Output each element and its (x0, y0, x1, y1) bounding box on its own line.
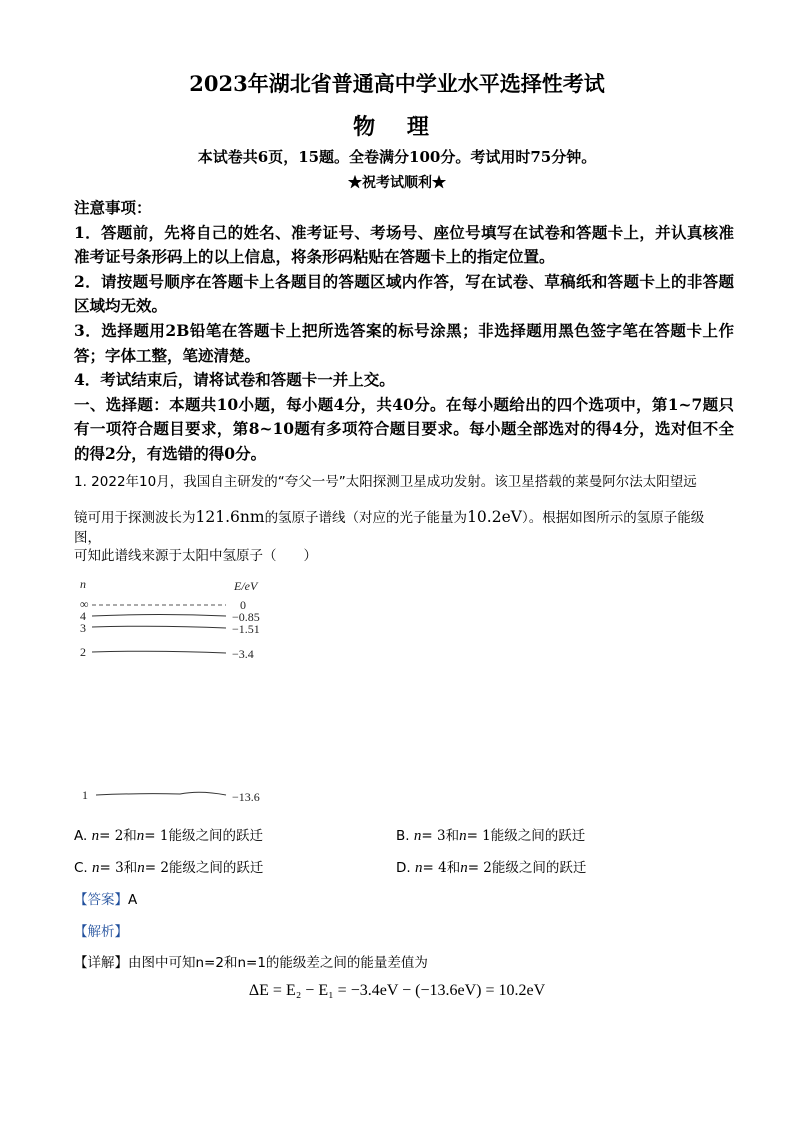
exam-title: 2023年湖北省普通高中学业水平选择性考试 (189, 71, 605, 96)
var-n: n (413, 828, 422, 844)
exam-info: 本试卷共6页，15题。全卷满分100分。考试用时75分钟。 (197, 148, 597, 166)
option-text: 能级之间的跃迁 (168, 828, 263, 844)
level-line (92, 615, 226, 617)
level-line (96, 792, 226, 795)
note-item: 2．请按题号顺序在答题卡上各题目的答题区域内作答，写在试卷、草稿纸和答题卡上的非答题区域均无效。 (74, 271, 734, 316)
level-energy-label: 0 (240, 598, 246, 612)
option-letter: B. (396, 828, 410, 844)
and-text: 和 (445, 828, 460, 844)
and-text: 和 (446, 860, 461, 876)
option-d[interactable] (396, 856, 586, 877)
level-line (92, 626, 226, 628)
eq-value: = 2 (99, 828, 124, 844)
notes-heading: 注意事项： (74, 198, 152, 217)
level-n-label: ∞ (80, 597, 89, 611)
q1-text-b: 的氢原子谱线（对应的光子能量为 (264, 510, 468, 526)
level-n-label: 4 (80, 609, 86, 623)
var-n: n (414, 860, 423, 876)
analysis-line (74, 920, 128, 940)
var-n: n (92, 860, 100, 876)
level-energy-label: −0.85 (232, 610, 260, 624)
question-1-line-2 (74, 506, 724, 546)
energy-formula: ΔE = E₂ − E₁ = −3.4eV − (−13.6eV) = 10.2eV (248, 982, 546, 999)
energy-value: 10.2eV (467, 508, 522, 526)
question-1-line-1: 1. 2022年10月，我国自主研发的“夸父一号”太阳探测卫星成功发射。该卫星搭载的莱曼阿尔法太阳望远 (74, 474, 697, 490)
answer-line (74, 888, 137, 908)
good-luck-line: ★祝考试顺利★ (348, 175, 446, 191)
question-1-line-3: 可知此谱线来源于太阳中氢原子（ ） (74, 548, 317, 564)
detail-text: 由图中可知n=2和n=1的能级差之间的能量差值为 (128, 955, 428, 971)
eq-value: = 3 (421, 828, 446, 844)
option-text: 能级之间的跃迁 (490, 828, 586, 844)
var-n: n (459, 828, 467, 844)
level-energy-label: −1.51 (232, 622, 260, 636)
notes-section (74, 196, 734, 467)
energy-axis-label: E/eV (234, 579, 258, 593)
and-text: 和 (123, 860, 138, 876)
n-axis-label: n (80, 577, 86, 591)
level-line (92, 651, 226, 653)
level-n-label: 3 (80, 621, 86, 635)
option-b[interactable] (396, 824, 585, 845)
level-energy-label: −13.6 (232, 790, 260, 804)
eq-value: = 2 (467, 860, 492, 876)
level-energy-label: −3.4 (232, 647, 254, 661)
q1-text-a: 镜可用于探测波长为 (74, 510, 196, 526)
note-item: 3．选择题用2B铅笔在答题卡上把所选答案的标号涂黑；非选择题用黑色签字笔在答题卡上作答；字体工整，笔迹清楚。 (74, 320, 734, 365)
wavelength-value: 121.6nm (195, 508, 265, 526)
note-item: 1．答题前，先将自己的姓名、准考证号、考场号、座位号填写在试卷和答题卡上，并认真核准准考证号条形码上的以上信息，将条形码粘贴在答题卡上的指定位置。 (74, 222, 734, 267)
option-text: 能级之间的跃迁 (491, 860, 587, 876)
eq-value: = 2 (144, 860, 169, 876)
detail-line (74, 951, 428, 971)
eq-value: = 3 (99, 860, 124, 876)
answer-value: A (128, 892, 138, 908)
eq-value: = 4 (422, 860, 447, 876)
note-item: 4．考试结束后，请将试卷和答题卡一并上交。 (74, 370, 395, 390)
var-n: n (460, 860, 468, 876)
option-letter: D. (396, 860, 411, 876)
analysis-tag: 【解析】 (74, 924, 128, 940)
answer-tag: 【答案】 (74, 892, 128, 908)
level-n-label: 1 (82, 788, 88, 802)
option-c[interactable] (74, 856, 263, 877)
eq-value: = 1 (144, 828, 169, 844)
detail-tag: 【详解】 (74, 955, 128, 971)
eq-value: = 1 (466, 828, 491, 844)
subject-title: 物 理 (353, 114, 441, 140)
option-a[interactable] (74, 824, 263, 845)
var-n: n (137, 860, 145, 876)
section-heading: 一、选择题：本题共10小题，每小题4分，共40分。在每小题给出的四个选项中，第1~7题只有一项符合题目要求，第8~10题有多项符合题目要求。每小题全部选对的得4分，选对但不全的得2分，有选错的得0分。 (74, 394, 734, 463)
var-n: n (136, 828, 145, 844)
energy-level-diagram (70, 572, 290, 812)
level-n-label: 2 (80, 645, 86, 659)
option-letter: C. (74, 860, 88, 876)
and-text: 和 (123, 828, 137, 844)
option-text: 能级之间的跃迁 (168, 860, 264, 876)
option-letter: A. (74, 828, 88, 844)
var-n: n (91, 828, 100, 844)
q1-text-c: ）。根据如图所示的氢原子能级图， (74, 510, 705, 546)
